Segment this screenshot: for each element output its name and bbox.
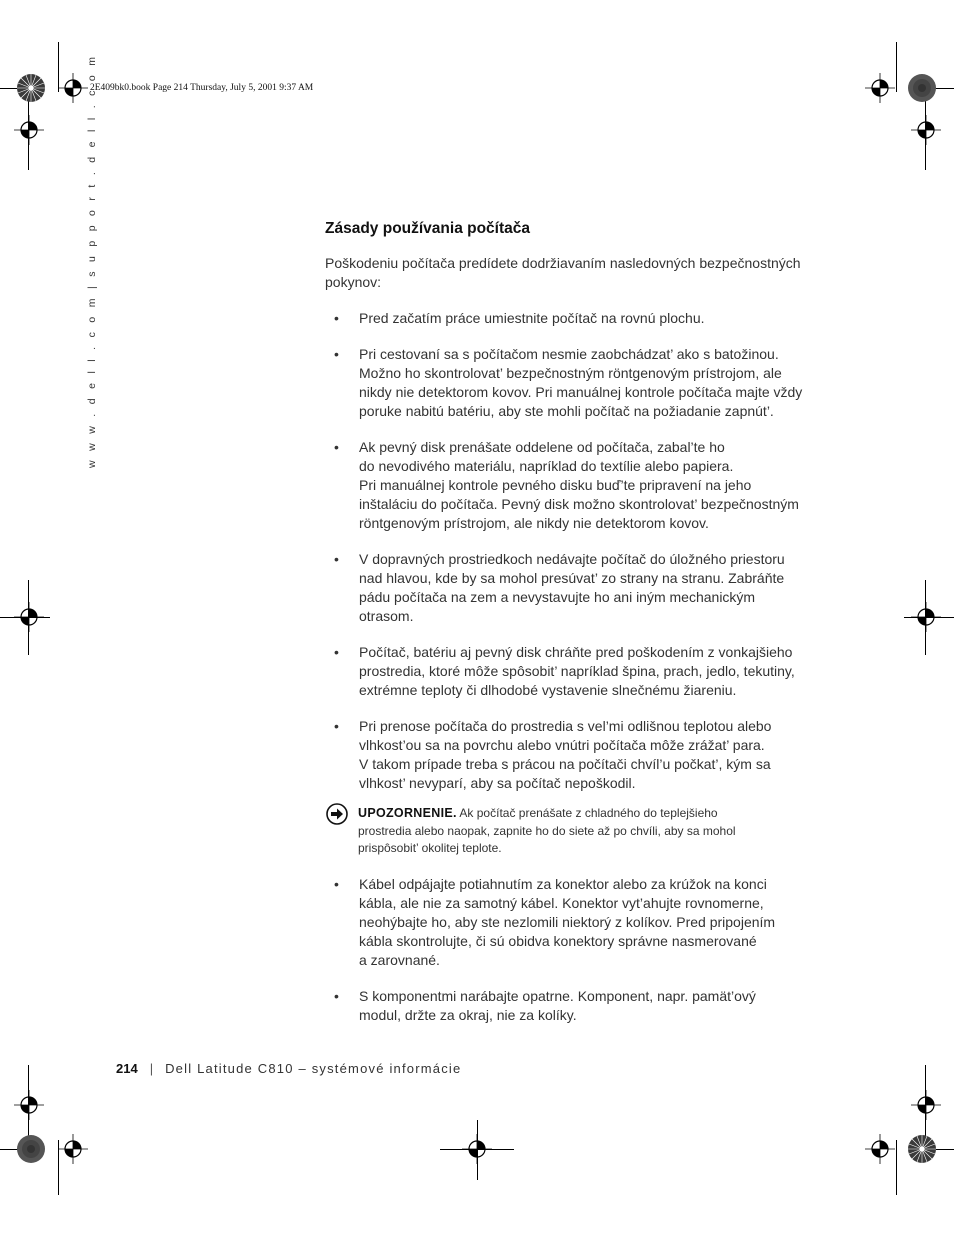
page-footer (116, 1061, 461, 1076)
registration-mark-icon (911, 115, 941, 145)
list-item: • Kábel odpájajte potiahnutím za konektor alebo za krúžok na konci kábla, ale nie za samotný kábel. Konektor vyt’ahujte rovnomerne, neohýbajte ho, aby ste nezlomili niektorý z kolíkov. Pred pripojením kábla skontrolujte, či sú obidva konektory správne nasmerované a zarovnané. (334, 875, 776, 968)
list-item: • Pri cestovaní sa s počítačom nesmie zaobchádzat’ ako s batožinou. Možno ho skontrolovat’ bezpečnostným röntgenovým prístrojom, ale nikdy nie detektorom kovov. Pri manuálnej kontrole počítača majte vždy poruke nabitú batériu, aby ste mohli počítač na požiadanie zapnút’. (334, 346, 803, 419)
registration-mark-icon (14, 602, 44, 632)
bullet-glyph: • (334, 310, 339, 326)
bullet-glyph: • (334, 346, 339, 362)
registration-mark-icon (911, 1090, 941, 1120)
notice-arrow-icon (326, 803, 348, 825)
main-content (325, 220, 815, 1042)
starburst-target-icon (907, 73, 937, 103)
registration-mark-icon (865, 1134, 895, 1164)
list-item: • S komponentmi narábajte opatrne. Komponent, napr. pamät’ový modul, držte za okraj, nie za kolíky. (334, 987, 756, 1023)
section-title: Zásady používania počítača (325, 220, 531, 237)
bullet-glyph: • (334, 987, 339, 1004)
list-item: • Ak pevný disk prenášate oddelene od počítača, zabal’te ho do nevodivého materiálu, napríklad do textílie alebo papiera. Pri manuálnej kontrole pevného disku buď’te pripravení na jeho inštaláciu do počítača. Pevný disk možno skontrolovat’ bezpečnostným röntgenovým prístrojom, ale nikdy nie detektorom kovov. (334, 439, 799, 531)
bullet-glyph: • (334, 551, 339, 567)
registration-mark-icon (911, 602, 941, 632)
footer-title: Dell Latitude C810 – systémové informácie (165, 1061, 462, 1076)
intro-paragraph: Poškodeniu počítača predídete dodržiavaním nasledovných bezpečnostných pokynov: (325, 255, 801, 290)
registration-mark-icon (14, 115, 44, 145)
notice-label: UPOZORNENIE. (358, 806, 457, 820)
bullet-glyph: • (334, 644, 339, 660)
bullet-glyph: • (334, 875, 339, 892)
bullet-glyph: • (334, 718, 339, 734)
list-item: • Počítač, batériu aj pevný disk chráňte pred poškodením z vonkajšieho prostredia, ktoré môže spôsobit’ napríklad špina, prach, jedlo, tekutiny, extrémne teploty či dlhodobé vystavenie slnečnému žiareniu. (334, 644, 795, 698)
registration-mark-icon (14, 1090, 44, 1120)
side-url: w w w . d e l l . c o m | s u p p o r t . d e l l . c o m (86, 53, 98, 468)
page-number: 214 (116, 1061, 138, 1076)
registration-mark-icon (865, 73, 895, 103)
bullet-glyph: • (334, 439, 339, 455)
starburst-target-icon (16, 73, 46, 103)
footer-separator: | (149, 1061, 154, 1076)
crop-mark (896, 1140, 897, 1195)
bullet-list (325, 309, 815, 793)
list-item: • V dopravných prostriedkoch nedávajte počítač do úložného priestoru nad hlavou, kde by sa mohol presúvat’ zo strany na stranu. Zabráňte pádu počítača na zem a nevystavujte ho ani iným mechanickým otrasom. (334, 551, 785, 624)
registration-mark-icon (58, 1134, 88, 1164)
list-item: • Pred začatím práce umiestnite počítač na rovnú plochu. (334, 310, 705, 326)
registration-mark-icon (58, 73, 88, 103)
bullet-list (325, 875, 815, 1025)
list-item: • Pri prenose počítača do prostredia s vel’mi odlišnou teplotou alebo vlhkost’ou sa na povrchu alebo vnútri počítača môže zrážat’ para. V takom prípade treba s prácou na počítači chvíl’u počkat’, kým sa vlhkost’ nevyparí, aby sa počítač nepoškodil. (334, 718, 772, 791)
starburst-target-icon (16, 1134, 46, 1164)
print-slug: 2E409bk0.book Page 214 Thursday, July 5, 2001 9:37 AM (90, 83, 314, 93)
registration-mark-icon (462, 1134, 492, 1164)
crop-mark (896, 42, 897, 92)
starburst-target-icon (907, 1134, 937, 1164)
notice-box: UPOZORNENIE. Ak počítač prenášate z chladného do teplejšieho prostredia alebo naopak, zapnite ho do siete až po chvíli, aby sa mohol prispôsobit’ okolitej teplote. (325, 805, 815, 858)
